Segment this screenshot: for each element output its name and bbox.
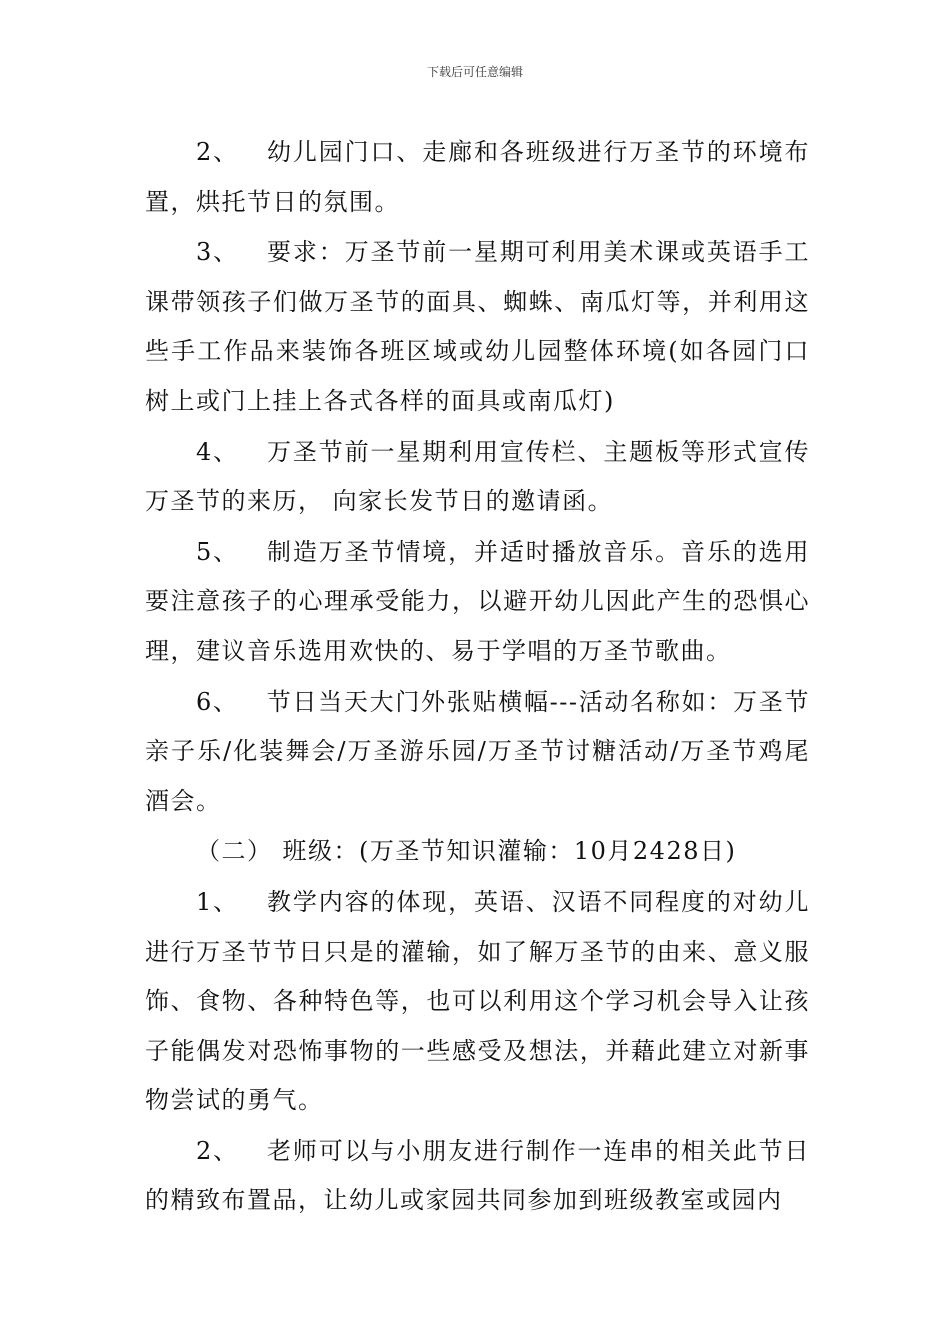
paragraph-item-4: [145, 428, 810, 527]
section-heading-text: 班级：(万圣节知识灌输：10月2428日): [282, 837, 737, 866]
paragraph-item-2: [145, 128, 810, 227]
section-number: （二）: [196, 837, 273, 866]
paragraph-number: 1、: [196, 887, 240, 916]
paragraph-text: 要求：万圣节前一星期可利用美术课或英语手工课带领孩子们做万圣节的面具、蜘蛛、南瓜灯等，并利用这些手工作品来装饰各班区域或幼儿园整体环境(如各园门口树上或门上挂上各式各样的面具或南瓜灯): [145, 238, 811, 415]
paragraph-text: 节日当天大门外张贴横幅---活动名称如：万圣节亲子乐/化装舞会/万圣游乐园/万圣节讨糖活动/万圣节鸡尾酒会。: [145, 687, 810, 815]
paragraph-text: 老师可以与小朋友进行制作一连串的相关此节日的精致布置品，让幼儿或家园共同参加到班级教室或园内: [145, 1136, 811, 1215]
paragraph-number: 6、: [196, 687, 239, 716]
paragraph-number: 2、: [196, 138, 240, 166]
paragraph-number: 2、: [196, 1136, 240, 1165]
paragraph-item-class-1: [145, 878, 810, 1126]
paragraph-text: 万圣节前一星期利用宣传栏、主题板等形式宣传万圣节的来历， 向家长发节日的邀请函。: [145, 437, 811, 516]
paragraph-number: 5、: [196, 537, 240, 566]
paragraph-item-3: [145, 228, 810, 426]
paragraph-number: 4、: [196, 437, 240, 466]
section-heading-class: [145, 827, 810, 877]
page-header-note: 下载后可任意编辑: [426, 65, 523, 79]
document-body: [145, 128, 810, 1227]
paragraph-text: 制造万圣节情境，并适时播放音乐。音乐的选用要注意孩子的心理承受能力，以避开幼儿因此产生的恐惧心理，建议音乐选用欢快的、易于学唱的万圣节歌曲。: [145, 537, 811, 665]
paragraph-text: 教学内容的体现，英语、汉语不同程度的对幼儿进行万圣节节日只是的灌输，如了解万圣节的由来、意义服饰、食物、各种特色等，也可以利用这个学习机会导入让孩子能偶发对恐怖事物的一些感受及想法，并藉此建立对新事物尝试的勇气。: [145, 887, 811, 1115]
paragraph-item-6: [145, 678, 810, 827]
paragraph-text: 幼儿园门口、走廊和各班级进行万圣节的环境布置，烘托节日的氛围。: [145, 138, 811, 216]
paragraph-number: 3、: [196, 238, 240, 267]
paragraph-item-class-2: [145, 1127, 810, 1226]
paragraph-item-5: [145, 528, 810, 677]
